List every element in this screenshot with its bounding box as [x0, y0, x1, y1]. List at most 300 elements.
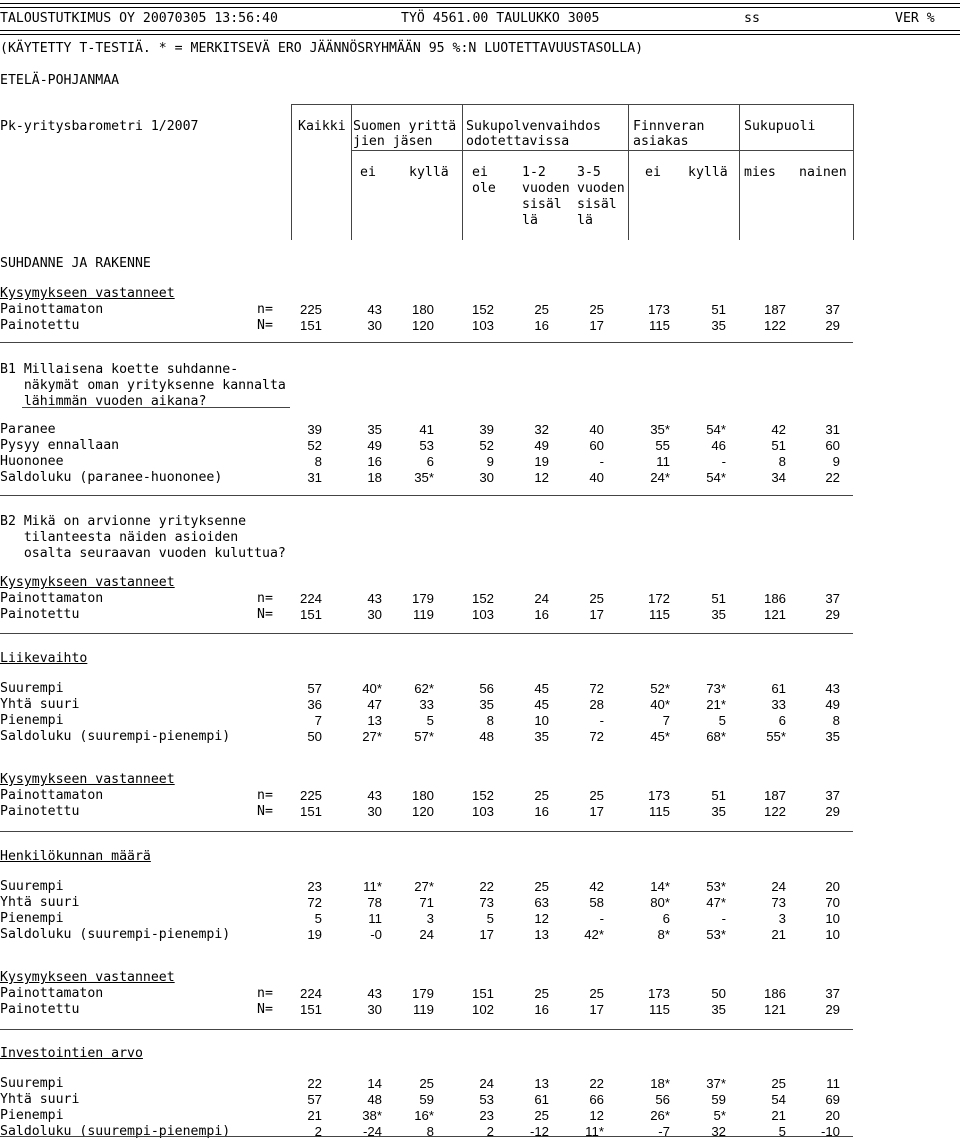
sub-mies: mies — [744, 165, 776, 180]
col-border — [462, 104, 463, 240]
table-cell: 49 — [367, 437, 382, 453]
table-cell: 43 — [825, 681, 840, 696]
table-cell: 48 — [479, 728, 494, 744]
row-label: Painottamaton — [0, 302, 104, 317]
table-cell: 7 — [662, 712, 670, 728]
answered-label: Kysymykseen vastanneet — [0, 286, 175, 301]
table-cell: - — [721, 910, 726, 926]
table-cell: 6 — [662, 910, 670, 926]
table-cell: 31 — [307, 469, 322, 485]
table-cell: -0 — [370, 926, 382, 942]
table-cell: 50 — [711, 986, 726, 1001]
table-cell: 35* — [650, 422, 670, 437]
table-cell: 63 — [534, 894, 549, 910]
row-label: Pienempi — [0, 712, 64, 728]
table-cell: 80* — [650, 894, 670, 910]
table-cell: 187 — [763, 788, 786, 803]
table-cell: 53 — [419, 437, 434, 453]
row-label: Suurempi — [0, 1076, 64, 1091]
table-cell: 30 — [367, 318, 382, 333]
table-cell: 27* — [414, 879, 434, 894]
table-cell: 30 — [367, 607, 382, 622]
table-cell: 57* — [414, 728, 434, 744]
table-cell: 224 — [299, 591, 322, 606]
subsection-title: Liikevaihto — [0, 651, 88, 666]
table-cell: 25 — [534, 879, 549, 894]
subsection-title: Investointien arvo — [0, 1046, 143, 1061]
table-cell: 40 — [589, 469, 604, 485]
table-cell: 25 — [534, 1107, 549, 1123]
table-cell: 71 — [419, 894, 434, 910]
table-cell: 173 — [647, 788, 670, 803]
table-cell: 42 — [771, 422, 786, 437]
col-border — [351, 104, 352, 240]
row-symbol: N= — [257, 1002, 273, 1017]
table-cell: 66 — [589, 1091, 604, 1107]
table-cell: 10 — [825, 910, 840, 926]
table-cell: 46 — [711, 437, 726, 453]
table-cell: 51 — [711, 788, 726, 803]
row-label: Huononee — [0, 453, 64, 469]
table-cell: 172 — [647, 591, 670, 606]
table-cell: 25 — [589, 302, 604, 317]
row-label: Painottamaton — [0, 788, 104, 803]
row-label: Pienempi — [0, 910, 64, 926]
question-text: osalta seuraavan vuoden kuluttua? — [0, 546, 286, 561]
divider — [0, 633, 853, 634]
col-sukupolvi-l1: Sukupolvenvaihdos — [466, 119, 601, 134]
answered-label: Kysymykseen vastanneet — [0, 970, 175, 985]
table-cell: 57 — [307, 681, 322, 696]
sub-sp-35-1: 3-5 — [577, 165, 601, 180]
table-cell: 35 — [367, 422, 382, 437]
table-cell: 31 — [825, 422, 840, 437]
table-cell: 35 — [825, 728, 840, 744]
header-ss: ss — [744, 11, 760, 26]
table-cell: 7 — [314, 712, 322, 728]
table-cell: 173 — [647, 302, 670, 317]
question-text: näkymät oman yrityksenne kannalta — [0, 378, 286, 393]
table-cell: 27* — [362, 728, 382, 744]
table-cell: 20 — [825, 879, 840, 894]
table-cell: 37 — [825, 986, 840, 1001]
table-cell: 35 — [711, 318, 726, 333]
table-cell: 25 — [771, 1076, 786, 1091]
top-rule-4 — [0, 34, 960, 35]
divider — [0, 1136, 853, 1137]
table-cell: 34 — [771, 469, 786, 485]
table-cell: 40* — [650, 696, 670, 712]
table-cell: 8 — [314, 453, 322, 469]
sub-sp-12-2: vuoden — [522, 181, 570, 196]
row-label: Painotettu — [0, 804, 80, 819]
row-label: Saldoluku (suurempi-pienempi) — [0, 1123, 231, 1139]
table-cell: 180 — [411, 302, 434, 317]
table-cell: 50 — [307, 728, 322, 744]
table-cell: 8 — [832, 712, 840, 728]
table-cell: 25 — [534, 302, 549, 317]
table-cell: 17 — [589, 804, 604, 819]
divider — [0, 1029, 853, 1030]
row-label: Painotettu — [0, 607, 80, 622]
table-cell: 78 — [367, 894, 382, 910]
section-title: SUHDANNE JA RAKENNE — [0, 256, 151, 271]
row-label: Saldoluku (suurempi-pienempi) — [0, 728, 231, 744]
table-cell: 55* — [766, 728, 786, 744]
table-cell: 17 — [589, 1002, 604, 1017]
table-cell: 19 — [534, 453, 549, 469]
table-cell: 3 — [778, 910, 786, 926]
table-cell: 25 — [589, 788, 604, 803]
row-label: Saldoluku (paranee-huononee) — [0, 469, 223, 485]
sub-sp-12-3: sisäl — [522, 197, 562, 212]
row-symbol: n= — [257, 986, 273, 1001]
header-top-border — [291, 104, 853, 105]
table-cell: 187 — [763, 302, 786, 317]
table-cell: 45* — [650, 728, 670, 744]
table-cell: 35* — [414, 469, 434, 485]
table-cell: 24 — [479, 1076, 494, 1091]
table-cell: 19 — [307, 926, 322, 942]
row-symbol: n= — [257, 302, 273, 317]
table-cell: 23 — [479, 1107, 494, 1123]
table-cell: 32 — [534, 422, 549, 437]
table-cell: 13 — [534, 1076, 549, 1091]
table-cell: 54* — [706, 422, 726, 437]
table-cell: 22 — [479, 879, 494, 894]
col-border — [291, 104, 292, 240]
table-cell: 13 — [534, 926, 549, 942]
table-cell: 72 — [589, 728, 604, 744]
table-cell: -12 — [529, 1123, 549, 1139]
table-cell: 52* — [650, 681, 670, 696]
table-cell: 37 — [825, 591, 840, 606]
table-cell: 17 — [479, 926, 494, 942]
table-cell: 18 — [367, 469, 382, 485]
table-cell: 25 — [534, 788, 549, 803]
table-cell: 43 — [367, 591, 382, 606]
table-cell: 16 — [534, 318, 549, 333]
col-suomen-l1: Suomen yrittä — [353, 119, 457, 134]
col-finnvera-l2: asiakas — [633, 134, 689, 149]
table-cell: 29 — [825, 804, 840, 819]
table-cell: 24 — [771, 879, 786, 894]
table-cell: 52 — [479, 437, 494, 453]
table-cell: 30 — [367, 1002, 382, 1017]
table-cell: 16 — [534, 1002, 549, 1017]
table-cell: 33 — [771, 696, 786, 712]
table-cell: 6 — [778, 712, 786, 728]
table-cell: 29 — [825, 318, 840, 333]
table-cell: 49 — [534, 437, 549, 453]
col-suomen-l2: jien jäsen — [353, 134, 433, 149]
sub-nainen: nainen — [799, 165, 847, 180]
table-cell: 58 — [589, 894, 604, 910]
table-cell: 43 — [367, 302, 382, 317]
row-label: Painottamaton — [0, 591, 104, 606]
top-rule-3 — [0, 30, 960, 31]
row-label: Painotettu — [0, 318, 80, 333]
table-cell: 40 — [589, 422, 604, 437]
region-title: ETELÄ-POHJANMAA — [0, 73, 120, 88]
row-label: Suurempi — [0, 879, 64, 894]
table-cell: 36 — [307, 696, 322, 712]
table-cell: 22 — [589, 1076, 604, 1091]
table-cell: 151 — [471, 986, 494, 1001]
table-cell: 53 — [479, 1091, 494, 1107]
table-cell: 35 — [534, 728, 549, 744]
table-cell: 151 — [299, 607, 322, 622]
table-cell: 119 — [412, 607, 434, 622]
table-cell: 26* — [650, 1107, 670, 1123]
row-symbol: N= — [257, 804, 273, 819]
table-cell: 51 — [711, 302, 726, 317]
table-cell: 35 — [479, 696, 494, 712]
col-border — [853, 104, 854, 240]
table-cell: 5* — [713, 1107, 726, 1123]
divider — [0, 495, 853, 496]
table-cell: 5 — [778, 1123, 786, 1139]
table-cell: 24 — [534, 591, 549, 606]
table-cell: 35 — [711, 607, 726, 622]
col-border — [628, 104, 629, 240]
table-cell: 8 — [778, 453, 786, 469]
subtitle: (KÄYTETTY T-TESTIÄ. * = MERKITSEVÄ ERO JÄÄNNÖSRYHMÄÄN 95 %:N LUOTETTAVUUSTASOLLA) — [0, 41, 644, 56]
col-sukupuoli: Sukupuoli — [744, 119, 816, 134]
row-label: Suurempi — [0, 681, 64, 696]
table-cell: 11* — [363, 879, 382, 894]
table-cell: 72 — [307, 894, 322, 910]
table-cell: 61 — [771, 681, 786, 696]
table-cell: 37* — [706, 1076, 726, 1091]
table-cell: 43 — [367, 788, 382, 803]
table-cell: 13 — [367, 712, 382, 728]
row-label: Yhtä suuri — [0, 894, 80, 910]
sub-sp-ei-2: ole — [472, 181, 496, 196]
divider — [0, 831, 853, 832]
table-cell: 73 — [479, 894, 494, 910]
table-cell: 25 — [589, 986, 604, 1001]
row-label: Pysyy ennallaan — [0, 437, 120, 453]
answered-label: Kysymykseen vastanneet — [0, 772, 175, 787]
table-cell: 37 — [825, 302, 840, 317]
table-cell: 16 — [367, 453, 382, 469]
table-cell: 8 — [486, 712, 494, 728]
table-cell: 39 — [307, 422, 322, 437]
table-cell: 121 — [763, 1002, 786, 1017]
table-cell: 10 — [534, 712, 549, 728]
table-cell: 12 — [534, 469, 549, 485]
table-cell: 72 — [589, 681, 604, 696]
col-finnvera-l1: Finnveran — [633, 119, 705, 134]
table-cell: 9 — [486, 453, 494, 469]
table-cell: 47 — [367, 696, 382, 712]
question-text: tilanteesta näiden asioiden — [0, 530, 239, 545]
table-cell: 5 — [314, 910, 322, 926]
table-cell: 120 — [411, 318, 434, 333]
row-symbol: N= — [257, 607, 273, 622]
table-cell: 102 — [471, 1002, 494, 1017]
sub-suomen-kylla: kyllä — [409, 165, 449, 180]
table-cell: 22 — [307, 1076, 322, 1091]
table-cell: 29 — [825, 607, 840, 622]
question-underline — [22, 407, 290, 408]
table-cell: 30 — [367, 804, 382, 819]
header-ver: VER % — [895, 11, 935, 26]
sub-sp-12-4: lä — [522, 213, 538, 228]
row-symbol: n= — [257, 591, 273, 606]
table-cell: 32 — [711, 1123, 726, 1139]
row-label: Saldoluku (suurempi-pienempi) — [0, 926, 231, 942]
table-cell: 11 — [826, 1076, 840, 1091]
table-cell: 11* — [585, 1123, 604, 1139]
table-cell: 39 — [479, 422, 494, 437]
table-cell: 52 — [307, 437, 322, 453]
table-cell: 53* — [706, 926, 726, 942]
sub-sp-35-3: sisäl — [577, 197, 617, 212]
top-rule-2 — [0, 7, 960, 8]
sub-sp-ei-1: ei — [472, 165, 488, 180]
table-cell: 22 — [825, 469, 840, 485]
table-cell: 41 — [419, 422, 434, 437]
row-symbol: N= — [257, 318, 273, 333]
table-cell: 8* — [657, 926, 670, 942]
table-cell: 61 — [534, 1091, 549, 1107]
table-cell: 151 — [299, 318, 322, 333]
table-cell: 28 — [589, 696, 604, 712]
table-cell: 24 — [419, 926, 434, 942]
table-cell: 51 — [771, 437, 786, 453]
table-cell: 43 — [367, 986, 382, 1001]
table-cell: 33 — [419, 696, 434, 712]
table-cell: 3 — [426, 910, 434, 926]
table-cell: 14 — [367, 1076, 382, 1091]
table-cell: 21 — [307, 1107, 322, 1123]
row-label: Yhtä suuri — [0, 696, 80, 712]
table-cell: 73* — [706, 681, 726, 696]
question-text: B2 Mikä on arvionne yrityksenne — [0, 514, 247, 529]
table-cell: - — [599, 712, 604, 728]
table-cell: 42 — [589, 879, 604, 894]
table-cell: 8 — [426, 1123, 434, 1139]
table-cell: 40* — [362, 681, 382, 696]
table-cell: 152 — [471, 788, 494, 803]
table-cell: 6 — [426, 453, 434, 469]
table-cell: 115 — [648, 1002, 670, 1017]
table-cell: 151 — [299, 804, 322, 819]
table-cell: 173 — [647, 986, 670, 1001]
table-cell: 179 — [411, 986, 434, 1001]
table-cell: 224 — [299, 986, 322, 1001]
table-cell: 186 — [763, 591, 786, 606]
table-cell: 29 — [825, 1002, 840, 1017]
table-cell: 21* — [706, 696, 726, 712]
table-cell: 21 — [771, 926, 786, 942]
divider — [0, 342, 853, 343]
table-cell: 5 — [426, 712, 434, 728]
table-cell: 54* — [706, 469, 726, 485]
table-cell: 47* — [706, 894, 726, 910]
table-cell: 42* — [584, 926, 604, 942]
table-cell: 12 — [534, 910, 549, 926]
table-cell: 23 — [307, 879, 322, 894]
table-cell: 2 — [314, 1123, 322, 1139]
table-cell: 225 — [299, 788, 322, 803]
table-cell: -24 — [362, 1123, 382, 1139]
sub-finn-kylla: kyllä — [688, 165, 728, 180]
table-cell: 17 — [589, 318, 604, 333]
table-cell: 16 — [534, 607, 549, 622]
table-cell: 45 — [534, 681, 549, 696]
col-border — [739, 104, 740, 240]
table-cell: 30 — [479, 469, 494, 485]
table-cell: 35 — [711, 1002, 726, 1017]
table-cell: - — [721, 453, 726, 469]
table-cell: 60 — [825, 437, 840, 453]
table-cell: 37 — [825, 788, 840, 803]
table-cell: 16* — [414, 1107, 434, 1123]
table-cell: 49 — [825, 696, 840, 712]
header-mid-border — [351, 150, 853, 151]
table-cell: -7 — [658, 1123, 670, 1139]
table-cell: 225 — [299, 302, 322, 317]
table-cell: 11 — [368, 910, 382, 926]
table-cell: 56 — [655, 1091, 670, 1107]
sub-suomen-ei: ei — [360, 165, 376, 180]
question-text: B1 Millaisena koette suhdanne- — [0, 362, 239, 377]
table-cell: 11 — [656, 453, 670, 469]
table-cell: 25 — [534, 986, 549, 1001]
table-cell: 68* — [706, 728, 726, 744]
table-cell: 35 — [711, 804, 726, 819]
table-cell: 103 — [471, 607, 494, 622]
table-cell: 151 — [299, 1002, 322, 1017]
table-cell: 103 — [471, 318, 494, 333]
table-cell: 25 — [419, 1076, 434, 1091]
question-text: lähimmän vuoden aikana? — [0, 394, 207, 409]
survey-title: Pk-yritysbarometri 1/2007 — [0, 119, 199, 134]
table-cell: 60 — [589, 437, 604, 453]
table-cell: 152 — [471, 591, 494, 606]
row-label: Painotettu — [0, 1002, 80, 1017]
sub-finn-ei: ei — [645, 165, 661, 180]
table-cell: 5 — [718, 712, 726, 728]
table-cell: 54 — [771, 1091, 786, 1107]
col-kaikki: Kaikki — [298, 119, 346, 134]
table-cell: 17 — [589, 607, 604, 622]
table-cell: 152 — [471, 302, 494, 317]
table-cell: 21 — [771, 1107, 786, 1123]
table-cell: 119 — [412, 1002, 434, 1017]
table-cell: 120 — [411, 804, 434, 819]
col-sukupolvi-l2: odotettavissa — [466, 134, 570, 149]
row-symbol: n= — [257, 788, 273, 803]
table-cell: - — [599, 453, 604, 469]
table-cell: 59 — [711, 1091, 726, 1107]
table-cell: 2 — [486, 1123, 494, 1139]
answered-label: Kysymykseen vastanneet — [0, 575, 175, 590]
table-cell: 122 — [763, 804, 786, 819]
header-mid: TYÖ 4561.00 TAULUKKO 3005 — [401, 11, 600, 26]
table-cell: 14* — [650, 879, 670, 894]
header-left: TALOUSTUTKIMUS OY 20070305 13:56:40 — [0, 11, 278, 26]
table-cell: 57 — [307, 1091, 322, 1107]
table-cell: 69 — [825, 1091, 840, 1107]
table-cell: 115 — [648, 607, 670, 622]
row-label: Pienempi — [0, 1107, 64, 1123]
table-cell: 186 — [763, 986, 786, 1001]
table-cell: -10 — [820, 1123, 840, 1139]
